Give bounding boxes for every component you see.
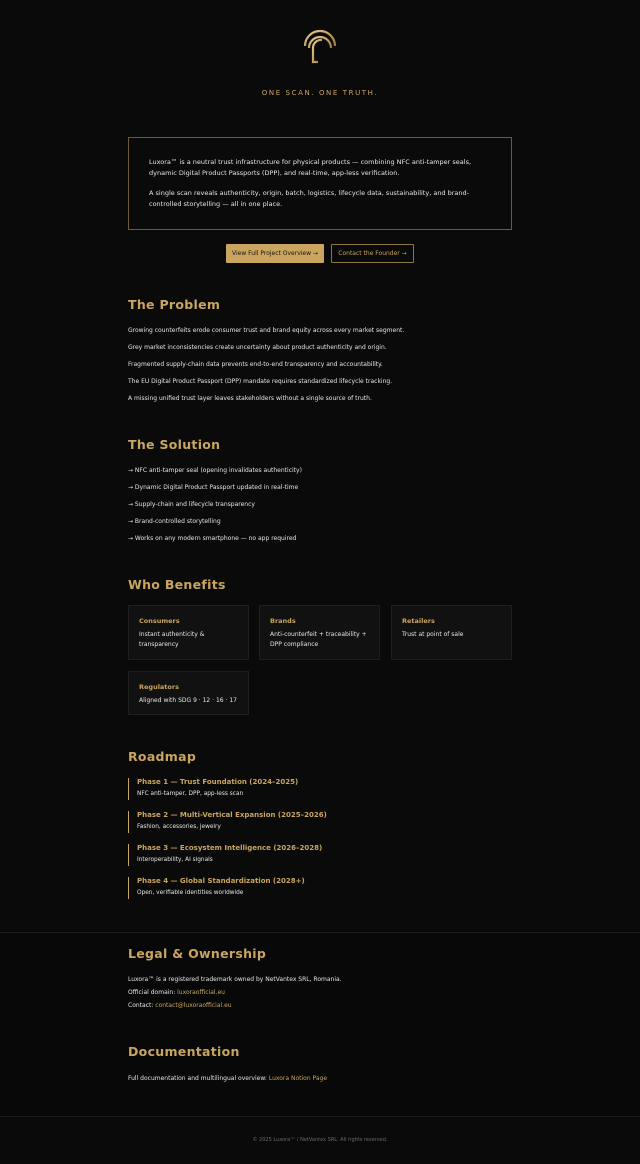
list-item: → NFC anti-tamper seal (opening invalidates authenticity) bbox=[128, 467, 302, 474]
section-title-problem: The Problem bbox=[128, 297, 221, 312]
section-title-documentation: Documentation bbox=[128, 1044, 240, 1059]
footer-copyright: © 2025 Luxora™ / NetVantex SRL. All rights reserved. bbox=[252, 1137, 388, 1143]
list-item: The EU Digital Product Passport (DPP) mandate requires standardized lifecycle tracking. bbox=[128, 378, 393, 385]
notion-page-link[interactable]: Luxora Notion Page bbox=[268, 1075, 328, 1082]
benefit-card-brands bbox=[259, 605, 380, 660]
roadmap-phase bbox=[128, 811, 327, 833]
contact-label: Contact: bbox=[128, 1002, 156, 1009]
card-desc: Trust at point of sale bbox=[402, 631, 464, 638]
intro-paragraph: Luxora™ is a neutral trust infrastructure for physical products — combining NFC anti-tamper seals, dynamic Digital Product Passports (DPP), and real-time, app-less verification. bbox=[149, 158, 472, 177]
benefit-card-retailers bbox=[391, 605, 512, 660]
phase-desc: Open, verifiable identities worldwide bbox=[137, 890, 244, 896]
benefit-card-consumers bbox=[128, 605, 249, 660]
list-item: Grey market inconsistencies create uncertainty about product authenticity and origin. bbox=[128, 344, 387, 351]
list-item: → Supply-chain and lifecycle transparency bbox=[128, 501, 255, 508]
benefit-card-regulators bbox=[128, 671, 249, 715]
list-item: → Works on any modern smartphone — no app required bbox=[128, 535, 297, 542]
documentation-line bbox=[128, 1075, 327, 1082]
card-desc: Aligned with SDG 9 · 12 · 16 · 17 bbox=[139, 697, 237, 704]
list-item: Fragmented supply-chain data prevents end-to-end transparency and accountability. bbox=[128, 361, 383, 368]
intro-paragraph: A single scan reveals authenticity, origin, batch, logistics, lifecycle data, sustainability, and brand-controlled storytelling — all in one place. bbox=[149, 189, 469, 208]
trademark-text: Luxora™ is a registered trademark owned by NetVantex SRL, Romania. bbox=[128, 976, 342, 983]
official-domain-line bbox=[128, 989, 225, 996]
list-item: Growing counterfeits erode consumer trust and brand equity across every market segment. bbox=[128, 327, 405, 334]
section-title-solution: The Solution bbox=[128, 437, 221, 452]
card-desc: Instant authenticity & transparency bbox=[139, 631, 205, 648]
intro-box bbox=[128, 137, 512, 230]
phase-desc: NFC anti-tamper, DPP, app-less scan bbox=[137, 791, 244, 797]
contact-email-link[interactable]: contact@luxoraofficial.eu bbox=[155, 1002, 232, 1009]
roadmap-phase bbox=[128, 778, 298, 800]
card-desc: Anti-counterfeit + traceability + DPP compliance bbox=[270, 631, 367, 648]
roadmap-phase bbox=[128, 877, 305, 899]
section-title-benefits: Who Benefits bbox=[128, 577, 226, 592]
list-item: A missing unified trust layer leaves stakeholders without a single source of truth. bbox=[128, 395, 372, 402]
phase-desc: Fashion, accessories, jewelry bbox=[137, 824, 221, 830]
contact-line bbox=[128, 1002, 232, 1009]
list-item: → Dynamic Digital Product Passport updated in real-time bbox=[128, 484, 299, 491]
section-title-roadmap: Roadmap bbox=[128, 749, 197, 764]
divider bbox=[0, 932, 640, 933]
legal-section-background bbox=[0, 932, 640, 1116]
documentation-text: Full documentation and multilingual overview: bbox=[128, 1075, 269, 1082]
luxora-arc-logo-icon bbox=[302, 28, 338, 64]
tagline: ONE SCAN. ONE TRUTH. bbox=[261, 89, 379, 97]
card-title: Regulators bbox=[139, 683, 179, 691]
domain-link[interactable]: luxoraofficial.eu bbox=[177, 989, 225, 996]
phase-desc: Interoperability, AI signals bbox=[137, 857, 213, 863]
list-item: → Brand-controlled storytelling bbox=[128, 518, 221, 525]
solution-list bbox=[128, 467, 302, 552]
card-title: Retailers bbox=[402, 617, 435, 625]
card-title: Consumers bbox=[139, 617, 180, 625]
domain-label: Official domain: bbox=[128, 989, 178, 996]
contact-founder-button[interactable]: Contact the Founder → bbox=[331, 244, 414, 263]
phase-title: Phase 4 — Global Standardization (2028+) bbox=[137, 877, 305, 885]
section-title-legal: Legal & Ownership bbox=[128, 946, 267, 961]
view-overview-button[interactable]: View Full Project Overview → bbox=[226, 244, 324, 263]
card-title: Brands bbox=[270, 617, 296, 625]
phase-title: Phase 1 — Trust Foundation (2024–2025) bbox=[137, 778, 299, 786]
phase-title: Phase 3 — Ecosystem Intelligence (2026–2028) bbox=[137, 844, 323, 852]
roadmap-phase bbox=[128, 844, 322, 866]
phase-title: Phase 2 — Multi-Vertical Expansion (2025–2026) bbox=[137, 811, 327, 819]
divider bbox=[0, 1116, 640, 1117]
problem-list bbox=[128, 327, 404, 412]
